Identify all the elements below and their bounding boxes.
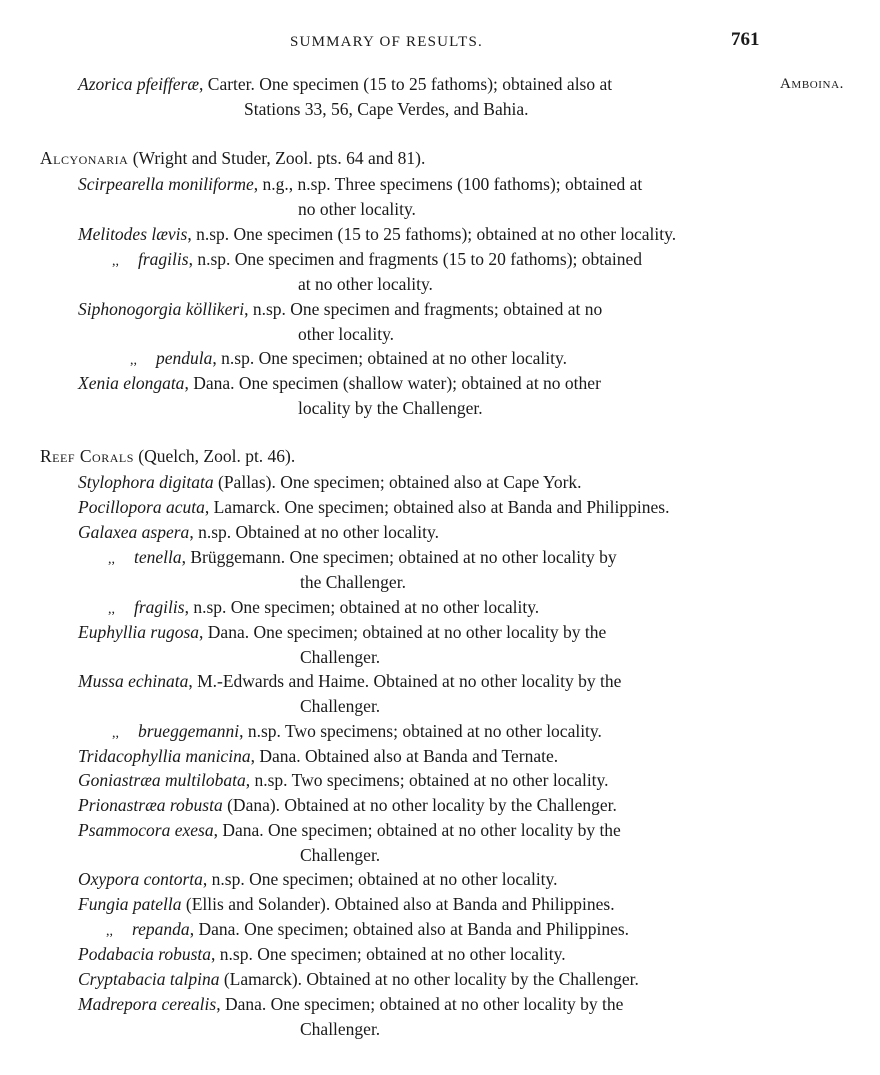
species-name: Scirpearella moniliforme [78,174,254,194]
species-name: fragilis [134,597,185,617]
entry-text: , n.sp. Two specimens; obtained at no other locality. [245,770,609,790]
entry-text: , n.sp. One specimen; obtained at no other locality. [202,869,558,889]
entry-text: , Lamarck. One specimen; obtained also at Banda and Philippines. [204,497,670,517]
entry-text: , Dana. One specimen; obtained also at Banda and Philippines. [189,919,630,939]
species-name: Melitodes lævis [78,224,188,244]
entry-continuation: no other locality. [298,199,416,219]
species-name: Azorica pfeifferæ [78,74,200,94]
entry-continuation: the Challenger. [300,572,406,592]
entry-text: , n.sp. One specimen (15 to 25 fathoms); obtained at no other locality. [187,224,677,244]
entry-text: , Brüggemann. One specimen; obtained at no other locality by [181,547,617,567]
ditto-mark: ,, [112,254,119,269]
species-name: Pocillopora acuta [78,497,205,517]
section-heading-citation: (Quelch, Zool. pt. 46). [133,446,296,466]
entry-continuation: Challenger. [300,696,381,716]
entry-text: (Pallas). One specimen; obtained also at Cape York. [213,472,582,492]
section-heading-name: Reef Corals [40,446,134,466]
species-name: Euphyllia rugosa [78,622,200,642]
entry-text: , Carter. One specimen (15 to 25 fathoms); obtained also at [199,74,613,94]
ditto-mark: ,, [130,353,137,368]
section-heading-reef-corals [40,444,295,469]
entry-text: , n.sp. One specimen; obtained at no other locality. [211,944,566,964]
species-name: Mussa echinata [78,671,189,691]
entry-continuation: Challenger. [300,647,381,667]
entry-text: , n.sp. One specimen; obtained at no other locality. [184,597,540,617]
entry-text: , n.g., n.sp. Three specimens (100 fathoms); obtained at [253,174,643,194]
entry-continuation: Challenger. [300,845,381,865]
species-name: Goniastræa multilobata [78,770,246,790]
species-name: Podabacia robusta [78,944,212,964]
entry-continuation: other locality. [298,324,395,344]
entry-text: , n.sp. One specimen; obtained at no other locality. [212,348,567,368]
entry-text: , Dana. One specimen (shallow water); obtained at no other [184,373,601,393]
species-name: Tridacophyllia manicina [78,746,251,766]
species-name: Fungia patella [78,894,182,914]
species-name: tenella [134,547,182,567]
ditto-mark: ,, [108,602,115,617]
species-name: Cryptabacia talpina [78,969,220,989]
species-name: Siphonogorgia köllikeri [78,299,245,319]
page-header [0,30,880,54]
entry-continuation: Challenger. [300,1019,381,1039]
entry-text: , n.sp. Obtained at no other locality. [189,522,439,542]
entry-text: (Lamarck). Obtained at no other locality by the Challenger. [219,969,639,989]
species-name: pendula [156,348,213,368]
entry-text: (Ellis and Solander). Obtained also at Banda and Philippines. [181,894,615,914]
species-name: Xenia elongata [78,373,185,393]
section-heading-name: Alcyonaria [40,148,129,168]
page-number: 761 [731,29,760,50]
margin-locality: Amboina. [780,76,844,92]
entry-text: , Dana. One specimen; obtained at no other locality by the [216,994,624,1014]
ditto-mark: ,, [108,552,115,567]
entry-text: , Dana. One specimen; obtained at no other locality by the [199,622,607,642]
species-name: Oxypora contorta [78,869,203,889]
entry-continuation: at no other locality. [298,274,433,294]
entry-text: , n.sp. Two specimens; obtained at no other locality. [239,721,602,741]
species-name: Prionastræa robusta [78,795,223,815]
entry-text: , M.-Edwards and Haime. Obtained at no other locality by the [188,671,622,691]
ditto-mark: ,, [106,924,113,939]
species-name: repanda [132,919,190,939]
species-name: fragilis [138,249,189,269]
species-name: Galaxea aspera [78,522,190,542]
entry-text: , n.sp. One specimen and fragments (15 to 20 fathoms); obtained [188,249,643,269]
species-name: brueggemanni [138,721,240,741]
entry-text: , Dana. Obtained also at Banda and Ternate. [250,746,559,766]
species-name: Madrepora cerealis [78,994,217,1014]
species-name: Psammocora exesa [78,820,214,840]
ditto-mark: ,, [112,726,119,741]
entry-text: , n.sp. One specimen and fragments; obtained at no [244,299,603,319]
section-heading-citation: (Wright and Studer, Zool. pts. 64 and 81). [128,148,426,168]
entry-text: (Dana). Obtained at no other locality by the Challenger. [222,795,617,815]
entry-continuation: Stations 33, 56, Cape Verdes, and Bahia. [244,99,529,119]
entry-text: , Dana. One specimen; obtained at no other locality by the [213,820,621,840]
section-heading-alcyonaria [40,146,425,171]
entry-continuation: locality by the Challenger. [298,398,483,418]
running-title: SUMMARY OF RESULTS. [290,34,483,50]
species-name: Stylophora digitata [78,472,214,492]
